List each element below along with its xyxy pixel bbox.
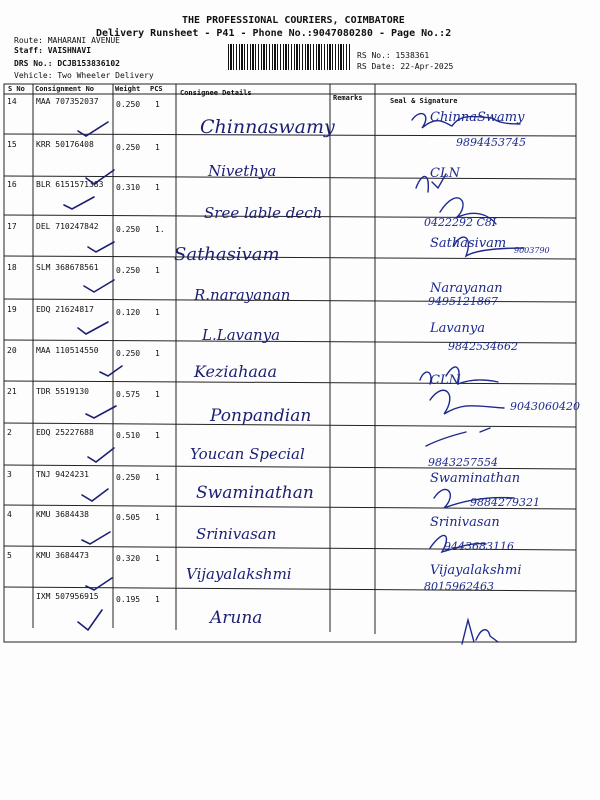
row-pcs: 1 xyxy=(155,554,160,563)
row-seal-phone: 9003790 xyxy=(514,246,550,255)
runsheet-title: Delivery Runsheet - P41 - Phone No.:9047080280 - Page No.:2 xyxy=(96,28,452,39)
row-sno: 4 xyxy=(7,510,12,519)
row-seal-signature: ChinnaSwamy xyxy=(430,110,525,125)
row-weight: 0.250 xyxy=(116,100,141,109)
row-seal-phone: 9443683116 xyxy=(444,540,514,553)
staff-label: Staff: VAISHNAVI xyxy=(14,46,92,55)
row-consignee: Aruna xyxy=(210,608,263,628)
col-pcs: PCS xyxy=(150,85,163,93)
col-consignee: Consignee Details xyxy=(180,89,252,97)
row-weight: 0.505 xyxy=(116,513,141,522)
row-consignment-no: EDQ 25227688 xyxy=(36,428,94,437)
row-pcs: 1. xyxy=(155,225,165,234)
rs-date: RS Date: 22-Apr-2025 xyxy=(357,62,454,71)
row-sno: 19 xyxy=(7,305,17,314)
signature-scribble xyxy=(430,390,504,414)
company-title: THE PROFESSIONAL COURIERS, COIMBATORE xyxy=(182,15,405,26)
row-seal-phone: 9043060420 xyxy=(510,400,580,413)
row-weight: 0.250 xyxy=(116,473,141,482)
row-weight: 0.510 xyxy=(116,431,141,440)
row-pcs: 1 xyxy=(155,349,160,358)
row-consignee: R.narayanan xyxy=(194,286,291,304)
signature-scribble xyxy=(440,198,496,224)
row-weight: 0.320 xyxy=(116,554,141,563)
row-seal-phone: 9495121867 xyxy=(428,295,498,308)
row-seal-signature: Narayanan xyxy=(430,281,503,296)
row-weight: 0.250 xyxy=(116,225,141,234)
row-weight: 0.250 xyxy=(116,143,141,152)
row-weight: 0.195 xyxy=(116,595,141,604)
signature-scribble xyxy=(420,367,498,384)
row-consignee: Ponpandian xyxy=(210,406,312,426)
drs-label: DRS No.: DCJB153836102 xyxy=(14,59,120,68)
row-seal-phone: 9842534662 xyxy=(448,340,518,353)
row-consignment-no: SLM 368678561 xyxy=(36,263,99,272)
row-pcs: 1 xyxy=(155,183,160,192)
row-sno: 16 xyxy=(7,180,17,189)
row-sno: 5 xyxy=(7,551,12,560)
row-consignee: Vijayalakshmi xyxy=(186,565,292,583)
route-label: Route: MAHARANI AVENUE xyxy=(14,36,120,45)
row-consignment-no: EDQ 21624817 xyxy=(36,305,94,314)
check-icon xyxy=(78,322,108,334)
rs-number: RS No.: 1538361 xyxy=(357,51,430,60)
row-seal-signature: Sathasivam xyxy=(430,236,507,251)
row-consignment-no: BLR 6151571383 xyxy=(36,180,104,189)
check-icon xyxy=(100,366,122,376)
signature-scribble xyxy=(426,428,490,446)
row-consignee: Swaminathan xyxy=(196,483,314,503)
row-sno: 14 xyxy=(7,97,17,106)
signature-scribble xyxy=(430,536,486,552)
row-pcs: 1 xyxy=(155,513,160,522)
row-weight: 0.575 xyxy=(116,390,141,399)
check-icon xyxy=(78,610,102,630)
row-seal-phone: 0422292 C8I xyxy=(424,216,497,229)
check-icon xyxy=(82,489,108,501)
check-icon xyxy=(88,242,114,252)
row-seal-signature: Srinivasan xyxy=(430,515,500,530)
row-seal-phone: 9894453745 xyxy=(456,136,526,149)
signature-scribble xyxy=(462,620,498,644)
row-seal-phone: 8015962463 xyxy=(424,580,494,593)
vehicle-label: Vehicle: Two Wheeler Delivery xyxy=(14,71,154,80)
check-icon xyxy=(88,448,114,462)
row-pcs: 1 xyxy=(155,390,160,399)
row-consignment-no: IXM 507956915 xyxy=(36,592,99,601)
row-sno: 15 xyxy=(7,140,17,149)
row-consignment-no: KRR 50176408 xyxy=(36,140,94,149)
row-consignment-no: KMU 3684438 xyxy=(36,510,89,519)
row-consignment-no: DEL 710247842 xyxy=(36,222,99,231)
row-weight: 0.250 xyxy=(116,266,141,275)
row-weight: 0.120 xyxy=(116,308,141,317)
row-seal-signature: Vijayalakshmi xyxy=(430,563,522,578)
signature-scribble xyxy=(412,114,520,128)
col-remarks: Remarks xyxy=(333,94,363,102)
signature-scribble xyxy=(434,489,514,508)
check-icon xyxy=(82,532,110,544)
row-sno: 2 xyxy=(7,428,12,437)
row-sno: 17 xyxy=(7,222,17,231)
row-seal-signature: CLN xyxy=(430,166,460,181)
check-icon xyxy=(78,122,108,136)
col-seal: Seal & Signature xyxy=(390,97,458,105)
row-consignee: Sathasivam xyxy=(174,244,280,265)
row-seal-signature: CLN xyxy=(430,373,460,388)
col-consignment: Consignment No xyxy=(35,85,95,93)
signature-scribble xyxy=(416,174,446,192)
row-weight: 0.310 xyxy=(116,183,141,192)
col-sno: S No xyxy=(8,85,25,93)
row-consignee: Srinivasan xyxy=(196,525,277,543)
row-sno: 3 xyxy=(7,470,12,479)
row-sno: 18 xyxy=(7,263,17,272)
row-seal-signature: Swaminathan xyxy=(430,471,521,486)
signature-scribble xyxy=(454,237,524,256)
row-consignment-no: MAA 707352037 xyxy=(36,97,99,106)
row-sno: 21 xyxy=(7,387,17,396)
row-consignee: Nivethya xyxy=(208,162,277,180)
row-pcs: 1 xyxy=(155,473,160,482)
row-seal-phone: 9884279321 xyxy=(470,496,540,509)
row-seal-signature: Lavanya xyxy=(430,321,485,336)
check-icon xyxy=(86,406,116,418)
row-pcs: 1 xyxy=(155,143,160,152)
col-weight: Weight xyxy=(115,85,141,93)
row-consignment-no: MAA 110514550 xyxy=(36,346,99,355)
row-consignee: Chinnaswamy xyxy=(200,116,335,138)
row-consignee: Keziahaaa xyxy=(194,362,277,381)
row-consignee: Sree lable dech xyxy=(204,204,323,222)
row-consignment-no: TDR 5519130 xyxy=(36,387,89,396)
check-icon xyxy=(86,578,112,590)
check-icon xyxy=(64,197,94,209)
row-pcs: 1 xyxy=(155,308,160,317)
row-consignment-no: KMU 3684473 xyxy=(36,551,89,560)
row-seal-phone: 9843257554 xyxy=(428,456,498,469)
row-consignee: Youcan Special xyxy=(190,445,305,463)
row-weight: 0.250 xyxy=(116,349,141,358)
row-pcs: 1 xyxy=(155,431,160,440)
row-pcs: 1 xyxy=(155,595,160,604)
check-icon xyxy=(84,280,114,292)
row-pcs: 1 xyxy=(155,266,160,275)
check-icon xyxy=(86,170,114,184)
row-consignee: L.Lavanya xyxy=(202,326,281,344)
row-pcs: 1 xyxy=(155,100,160,109)
row-sno: 20 xyxy=(7,346,17,355)
row-consignment-no: TNJ 9424231 xyxy=(36,470,89,479)
